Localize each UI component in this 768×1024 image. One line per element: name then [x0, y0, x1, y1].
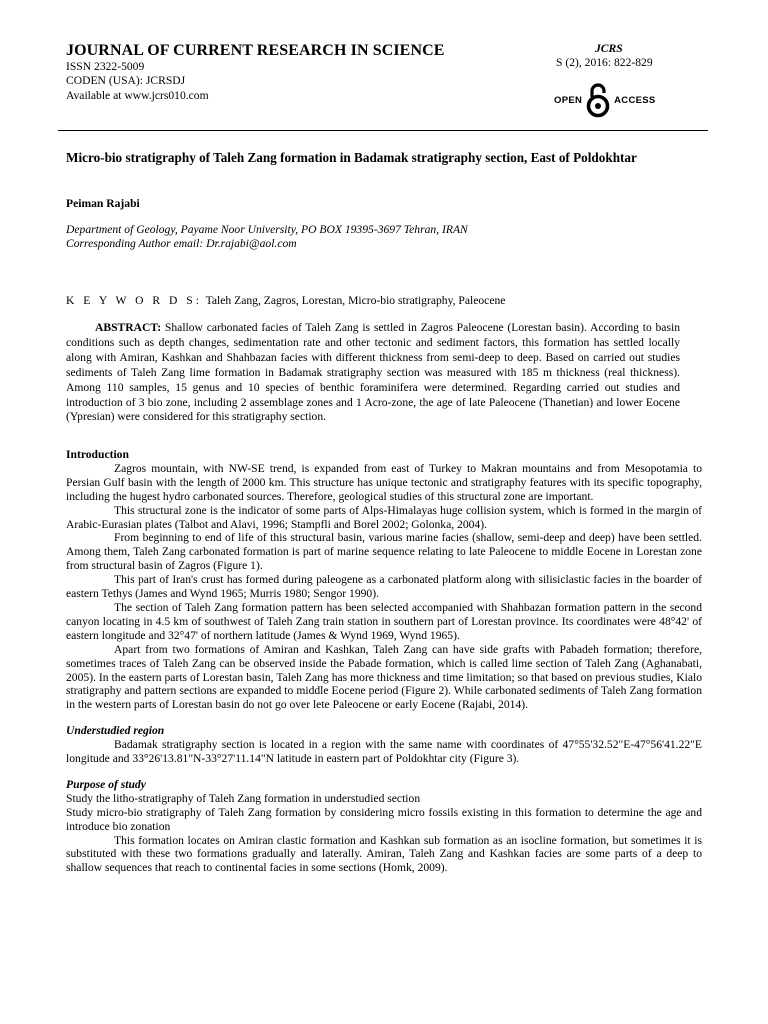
paragraph: Badamak stratigraphy section is located in a region with the same name with coordinates of 47°55'32.52"E-47°56'41.22"E longitude and 33°26'13.81"N-33°27'11.14"N latitude in eastern part of Poldokhtar city (Figure 3). [66, 738, 702, 766]
paragraph: Apart from two formations of Amiran and Kashkan, Taleh Zang can have side grafts with Pabadeh formation; therefore, sometimes traces of Taleh Zang can be observed inside the Pabade formation, which is called lime section of Taleh Zang (Aghanabati, 2005). In the eastern parts of Lorestan basin, Taleh Zang has more thickness and time limitation; so that based on previous studies, Kialo stratigraphy and pattern sections are expanded to middle Eocene period (Figure 2). While carbonated sediments of Taleh Zang formation in the western parts of Lorestan basin do not go over lete Paleocene or early Eocene (Rajabi, 2014). [66, 642, 702, 712]
section-heading-understudied-region: Understudied region [66, 724, 165, 738]
journal-website: Available at www.jcrs010.com [66, 89, 209, 102]
abstract-text: Shallow carbonated facies of Taleh Zang is settled in Zagros Paleocene (Lorestan basin). According to basin conditions such as depth changes, sedimentation rate and other tectonic and sediment factors, this formation has settled locally along with Amiran, Kashkan and Shahbazan facies with different thickness from semi-deep to deep. Based on carried out studies sediments of Taleh Zang lime formation in Badamak stratigraphy section was measured with 185 m thickness (real thickness). Among 110 samples, 15 genus and 10 species of benthic foraminifera were determined. Regarding carried out studies and introduction of 3 bio zone, including 2 assemblage zones and 1 Acro-zone, the age of late Paleocene (Thanetian) and lower Eocene (Ypresian) were considered for this stratigraphy section. [66, 321, 680, 424]
corresponding-email: Corresponding Author email: Dr.rajabi@aol.com [66, 237, 297, 250]
paragraph: Study micro-bio stratigraphy of Taleh Zang formation by considering micro fossils existing in this formation to determine the age and introduce bio zonation [66, 805, 702, 833]
open-access-logo [554, 82, 656, 118]
open-access-left-text: OPEN [554, 94, 583, 106]
paragraph: From beginning to end of life of this structural basin, various marine facies (shallow, semi-deep and deep) have been settled. Among them, Taleh Zang carbonated formation is part of marine sequence relating to late Paleocene to middle Eocene in Lorestan zone from structural basin of Zagros (Figure 1). [66, 531, 702, 573]
paragraph: This part of Iran's crust has formed during paleogene as a carbonated platform along with silisiclastic facies in the boarder of eastern Tethys (James and Wynd 1965; Murris 1980; Sengor 1990). [66, 573, 702, 601]
author-name: Peiman Rajabi [66, 197, 140, 210]
abstract-label: ABSTRACT: [95, 321, 162, 334]
section-heading-introduction: Introduction [66, 448, 129, 461]
paragraph: The section of Taleh Zang formation pattern has been selected accompanied with Shahbazan formation pattern in the second canyon locating in 4.5 km of southwest of Taleh Zang train station in southern part of Lorestan province. Its coordinates were 48°42' of eastern longitude and 32°47' of northern latitude (James & Wynd 1969, Wynd 1965). [66, 600, 702, 642]
paragraph: This formation locates on Amiran clastic formation and Kashkan sub formation as an isocline formation, but sometimes it is substituted with these two formations gradually and laterally. Amiran, Taleh Zang and Kashkan facies are some parts of a deep to shallow sequences that reach to continental facies in some sections (Homk, 2009). [66, 833, 702, 875]
article-title: Micro-bio stratigraphy of Taleh Zang formation in Badamak stratigraphy section, East of Poldokhtar [66, 150, 637, 165]
open-lock-icon [583, 82, 613, 118]
section-heading-purpose: Purpose of study [66, 777, 146, 791]
issn: ISSN 2322-5009 [66, 60, 145, 73]
paragraph: Zagros mountain, with NW-SE trend, is expanded from east of Turkey to Makran mountains and from Mesopotamia to Persian Gulf basin with the length of 2000 km. This structure has unique tectonic and stratigraphy features with its specific topography, including the hugest hydro carbonated sources. Therefore, geological studies of this structural zone are important. [66, 461, 702, 503]
open-access-right-text: ACCESS [614, 94, 656, 106]
article-body [66, 448, 702, 875]
journal-abbreviation: JCRS [595, 42, 623, 55]
journal-title: JOURNAL OF CURRENT RESEARCH IN SCIENCE [66, 42, 445, 59]
header-divider [58, 130, 708, 131]
keywords-label: K E Y W O R D S: [66, 294, 202, 307]
coden: CODEN (USA): JCRSDJ [66, 74, 186, 87]
paragraph: This structural zone is the indicator of some parts of Alps-Himalayas huge collision system, which is formed in the margin of Arabic-Eurasian plates (Talbot and Alavi, 1996; Stampfli and Borel 2002; Golonka, 2004). [66, 503, 702, 531]
volume-pages: S (2), 2016: 822-829 [556, 56, 653, 69]
keywords-list: Taleh Zang, Zagros, Lorestan, Micro-bio stratigraphy, Paleocene [205, 294, 506, 307]
author-affiliation: Department of Geology, Payame Noor University, PO BOX 19395-3697 Tehran, IRAN [66, 223, 468, 236]
abstract [66, 321, 680, 425]
paragraph: Study the litho-stratigraphy of Taleh Zang formation in understudied section [66, 791, 421, 805]
keywords [66, 294, 505, 307]
